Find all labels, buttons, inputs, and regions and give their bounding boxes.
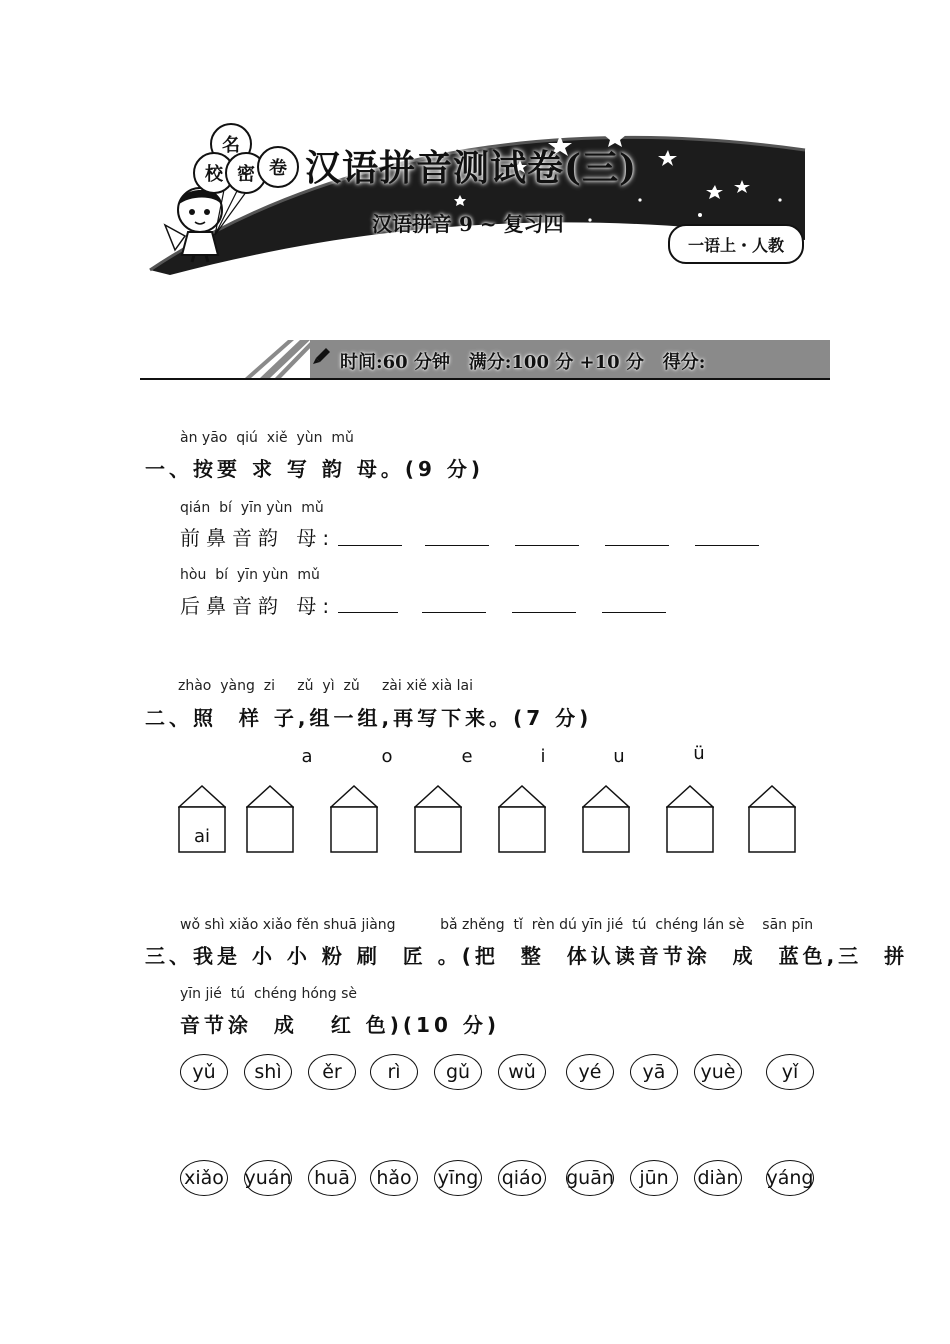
syllable-circle[interactable]: huā (308, 1160, 356, 1196)
exam-info: 时间:60 分钟 满分:100 分 +10 分 得分: (340, 352, 706, 373)
syllable-house[interactable] (414, 784, 462, 854)
vowel-u-umlaut: ü (693, 743, 705, 764)
syllable-circle[interactable]: yǐ (766, 1054, 814, 1090)
syllable-circle[interactable]: diàn (694, 1160, 742, 1196)
q1-item2-pinyin: hòu bí yīn yùn mǔ (180, 567, 320, 583)
syllable-circle[interactable]: rì (370, 1054, 418, 1090)
q3-pinyin-line1: wǒ shì xiǎo xiǎo fěn shuā jiàng bǎ zhěng tǐ rèn dú yīn jié tú chéng lán sè sān pīn (180, 917, 814, 933)
answer-blank[interactable] (338, 545, 402, 546)
vowel-i: i (540, 746, 546, 767)
q1-item1-pinyin: qián bí yīn yùn mǔ (180, 500, 324, 516)
syllable-circle[interactable]: ěr (308, 1054, 356, 1090)
syllable-circle[interactable]: wǔ (498, 1054, 546, 1090)
q3-heading-line2: 音节涂 成 红 色)(10 分) (180, 1013, 500, 1037)
house-outline (748, 784, 796, 854)
answer-blank[interactable] (602, 612, 666, 613)
syllable-house[interactable] (330, 784, 378, 854)
syllable-circle[interactable]: yáng (766, 1160, 814, 1196)
logo-balloon-4: 卷 (257, 146, 299, 188)
logo-balloon-1: 名 (210, 123, 252, 165)
vowel-o: o (381, 746, 393, 767)
syllable-house[interactable] (748, 784, 796, 854)
syllable-circle[interactable]: hǎo (370, 1160, 418, 1196)
page-title: 汉语拼音测试卷(三) (305, 147, 638, 189)
q3-heading-line1: 三、我是 小 小 粉 刷 匠 。(把 整 体认读音节涂 成 蓝色,三 拼 (145, 944, 909, 968)
syllable-circle[interactable]: yīng (434, 1160, 482, 1196)
answer-blank[interactable] (425, 545, 489, 546)
q1-pinyin: àn yāo qiú xiě yùn mǔ (180, 430, 354, 446)
syllable-house[interactable] (498, 784, 546, 854)
answer-blank[interactable] (605, 545, 669, 546)
grade-badge: 一语上・人教 (668, 224, 804, 264)
syllable-circle[interactable]: yǔ (180, 1054, 228, 1090)
syllable-circle[interactable]: xiǎo (180, 1160, 228, 1196)
answer-blank[interactable] (515, 545, 579, 546)
syllable-house[interactable] (582, 784, 630, 854)
house-outline (246, 784, 294, 854)
answer-blank[interactable] (695, 545, 759, 546)
syllable-circle[interactable]: guān (566, 1160, 614, 1196)
syllable-circle[interactable]: yā (630, 1054, 678, 1090)
syllable-circle[interactable]: gǔ (434, 1054, 482, 1090)
syllable-circle[interactable]: qiáo (498, 1160, 546, 1196)
syllable-circle[interactable]: yé (566, 1054, 614, 1090)
house-outline (498, 784, 546, 854)
house-outline (582, 784, 630, 854)
syllable-house[interactable] (178, 784, 226, 854)
house-outline (666, 784, 714, 854)
answer-blank[interactable] (338, 612, 398, 613)
q3-pinyin-line2: yīn jié tú chéng hóng sè (180, 986, 358, 1002)
vowel-u: u (613, 746, 625, 767)
house-text: ai (193, 826, 211, 847)
syllable-circle[interactable]: yuè (694, 1054, 742, 1090)
q1-item1-label: 前鼻音韵 母: (180, 526, 336, 550)
syllable-circle[interactable]: jūn (630, 1160, 678, 1196)
page-subtitle: 汉语拼音 9 ~ 复习四 (372, 212, 564, 236)
logo-balloon-2: 校 (193, 152, 235, 194)
syllable-circle[interactable]: yuán (244, 1160, 292, 1196)
answer-blank[interactable] (512, 612, 576, 613)
vowel-a: a (301, 746, 313, 767)
q1-item2-label: 后鼻音韵 母: (180, 594, 336, 618)
answer-blank[interactable] (422, 612, 486, 613)
syllable-house[interactable] (246, 784, 294, 854)
house-outline (330, 784, 378, 854)
q2-pinyin: zhào yàng zi zǔ yì zǔ zài xiě xià lai (178, 678, 474, 694)
house-outline (414, 784, 462, 854)
q1-heading: 一、按要 求 写 韵 母。(9 分) (145, 457, 485, 481)
logo-balloon-3: 密 (225, 152, 267, 194)
vowel-e: e (461, 746, 473, 767)
syllable-circle[interactable]: shì (244, 1054, 292, 1090)
q2-heading: 二、照 样 子,组一组,再写下来。(7 分) (145, 706, 593, 730)
syllable-house[interactable] (666, 784, 714, 854)
